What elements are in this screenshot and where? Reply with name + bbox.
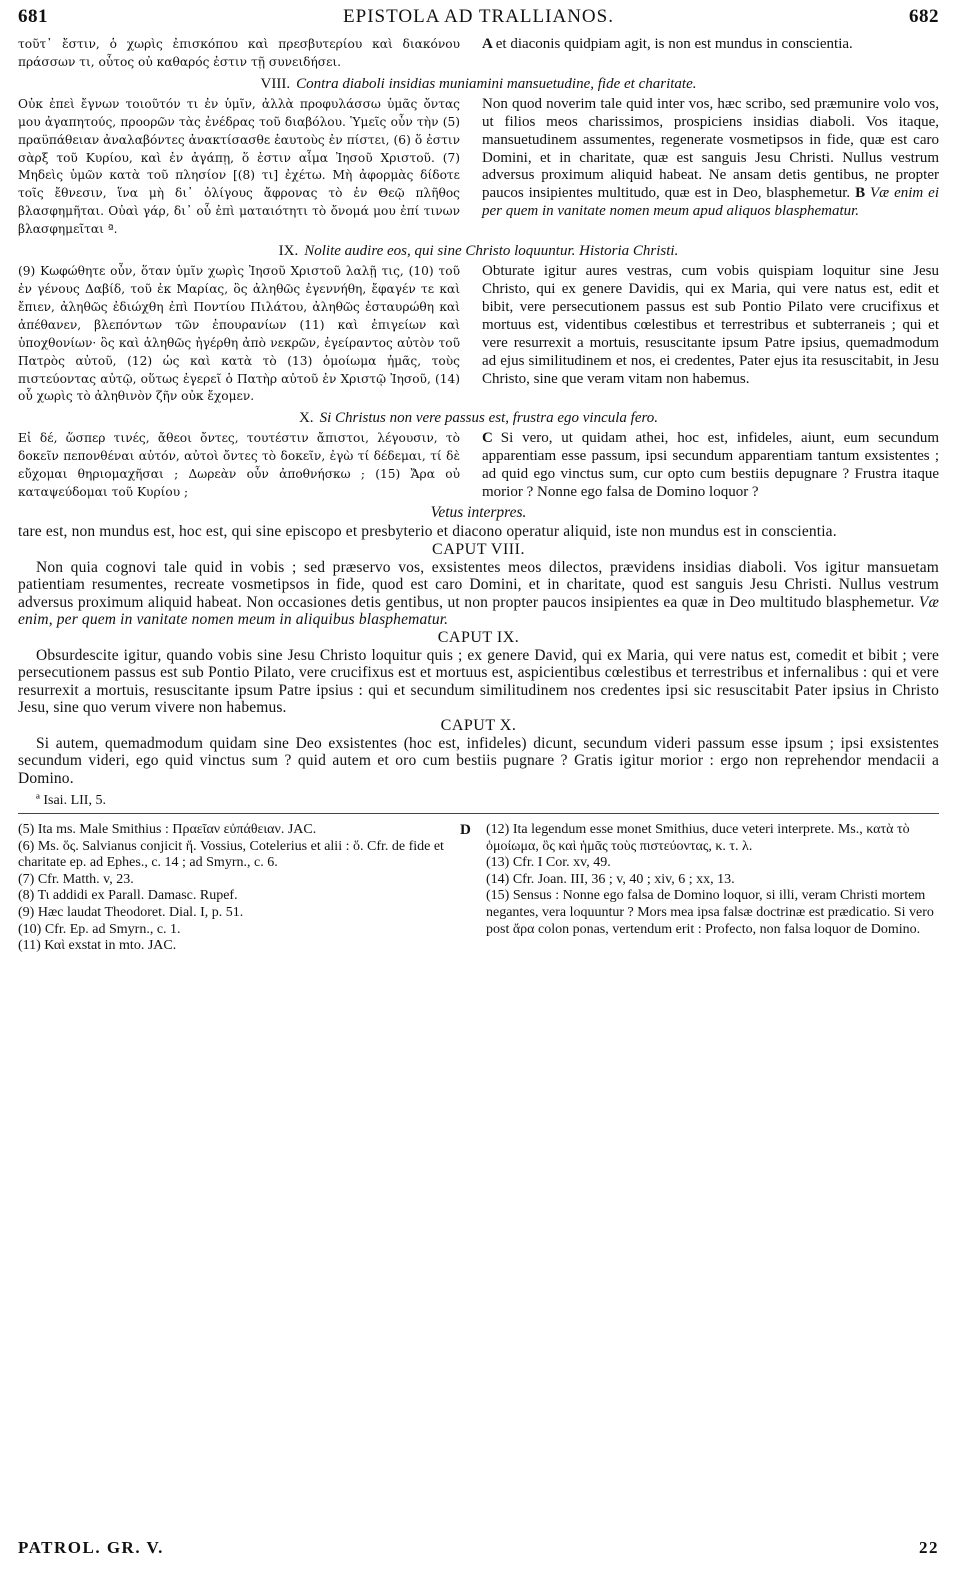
caput-viii-title: CAPUT VIII. bbox=[432, 541, 525, 559]
footnote-a: ª Isai. LII, 5. bbox=[36, 793, 106, 809]
margin-marker: B bbox=[855, 185, 866, 202]
note-item bbox=[18, 822, 470, 839]
caput-ix-text: Obsurdescite igitur, quando vobis sine Jesu Christo loquitur quis ; ex genere David, qui ex Maria, qui vere natus est, comedit et bibit ; vere persecutionem passus est sub Pontio Pilato, vere crucifixus est et mortuus est, aspicientibus cœlestibus et terrestribus et infernalibus : qui et vere resurrexit a mortuis, resuscitante ipsum Patre ipsius : qui et secundum similitudinem nos credentes ipsi sic resuscitabit Pater ipsius in Christo Jesu, sine quo verum vivere non habemus. bbox=[18, 646, 939, 716]
heading-number: IX. bbox=[278, 243, 299, 260]
note-item: (13) Cfr. I Cor. xv, 49. bbox=[486, 855, 611, 871]
notes-right bbox=[480, 822, 939, 955]
note-item: (15) Sensus : Nonne ego falsa de Domino loquor, si illi, veram Christi mortem negantes, vera loquuntur ? Mors mea ipsa falsæ doctrinæ est prædicatio. Si vero post ἄρα colon ponas, vertendum erit : Profecto, non falsa loquor de Domino. bbox=[486, 888, 934, 937]
latin-paragraph: Non quod noverim tale quid inter vos, hæc scribo, sed præmunire volo vos, ut filios meos charissimos, prospiciens insidias diaboli. Vos itaque, mansuetudinem assumentes, regenerate vosmetipsos in fide, quæ est caro Domini, et in charitate, quæ est sanguis Jesu Christi. Nullus vestrum adversus proximum aliquid habeat. Ne ansam detis gentibus, ne propter paucos insipientes multitudo, quæ est in Deo, blasphemetur. bbox=[482, 95, 939, 202]
greek-text: (9) Κωφώθητε οὖν, ὅταν ὑμῖν χωρὶς Ἰησοῦ Χριστοῦ λαλῇ τις, (10) τοῦ ἐν γένους Δαβίδ, τοῦ ἐκ Μαρίας, ὃς ἀληθῶς ἐγεννήθη, ἔφαγέν τε καὶ ἔπιεν, ἀληθῶς ἐδιώχθη ἐπὶ Ποντίου Πιλάτου, ἀληθῶς ἐσταυρώθη καὶ ἀπέθανεν, βλεπόντων τῶν ἐπουρανίων (11) καὶ ἐπιγείων καὶ ὑποχθονίων· ὃς καὶ ἀληθῶς ἠγέρθη ἀπὸ νεκρῶν, ἐγείραντος αὐτὸν τοῦ Πατρὸς αὐτοῦ, (12) ὡς καὶ κατὰ τὸ (13) ὁμοίωμα ἡμᾶς, τοὺς πιστεύοντας αὐτῷ, οὕτως ἐγερεῖ ὁ Πατὴρ αὐτοῦ ἐν Χριστῷ Ἰησοῦ, (14) οὗ χωρὶς τὸ ἀληθινὸν ζῆν οὐκ ἔχομεν. bbox=[18, 264, 460, 404]
latin-text bbox=[478, 36, 939, 72]
divider bbox=[18, 813, 939, 814]
note-item: (11) Καὶ exstat in mto. JAC. bbox=[18, 938, 177, 954]
heading-text: Si Christus non vere passus est, frustra ego vincula fero. bbox=[319, 410, 659, 427]
note-text: (5) Ita ms. Male Smithius : Πραεῖαν εὐπάθειαν. JAC. bbox=[18, 822, 317, 838]
footer-signature: PATROL. GR. V. bbox=[18, 1538, 164, 1557]
note-item: (7) Cfr. Matth. v, 23. bbox=[18, 871, 134, 887]
section-heading-x bbox=[18, 409, 939, 428]
latin-text bbox=[478, 430, 939, 502]
page-footer bbox=[18, 1538, 939, 1558]
caput-x-title: CAPUT X. bbox=[440, 717, 517, 735]
page-title: EPISTOLA AD TRALLIANOS. bbox=[343, 6, 614, 27]
vetus-interpres bbox=[18, 523, 939, 787]
note-item: (6) Ms. ὅς. Salvianus conjicit ἥ. Vossius, Cotelerius et alii : ὅ. Cfr. de fide et charitate ep. ad Ephes., c. 14 ; ad Smyrn., c. 6. bbox=[18, 838, 444, 871]
section-intro bbox=[18, 36, 939, 72]
latin-text: Obturate igitur aures vestras, cum vobis quispiam loquitur sine Jesu Christo, qui ex genere Davidis, qui ex Maria, qui vere natus est, edit et bibit, vere persecutionem passus est sub Pontio Pilato vere crucifixus et mortuus est, videntibus cœlestibus et terrestribus et subterraneis ; qui et vere resurrexit a mortuis, resuscitante ipsum Patre ipsius, quemadmodum ad ejus similitudinem et nos, ei credentes, Pater ejus ita resuscitabit, in Jesu Christo, sine que veram vitam non habemus. bbox=[482, 263, 939, 387]
latin-paragraph: et diaconis quidpiam agit, is non est mundus in conscientia. bbox=[495, 36, 853, 52]
margin-marker: A bbox=[482, 36, 493, 52]
caput-ix-title: CAPUT IX. bbox=[437, 629, 520, 647]
footer-number: 22 bbox=[919, 1538, 939, 1557]
caput-x-text: Si autem, quemadmodum quidam sine Deo exsistentes (hoc est, infideles) dicunt, secundum videri passum esse ipsum ; ipsi exsistentes secundum videri, ego quid vinctus sum ? quid autem et oro cum bestiis pugnare ? Gratis igitur morior : ergo non reprehendor mendacii a Domino. bbox=[18, 734, 939, 787]
heading-text: Contra diaboli insidias muniamini mansuetudine, fide et charitate. bbox=[296, 75, 697, 92]
note-item: (10) Cfr. Ep. ad Smyrn., c. 1. bbox=[18, 921, 181, 937]
running-head bbox=[18, 6, 939, 36]
page-number-left: 681 bbox=[18, 6, 48, 27]
note-item: (9) Hæc laudat Theodoret. Dial. I, p. 51. bbox=[18, 905, 244, 920]
section-heading-viii bbox=[18, 75, 939, 94]
greek-text: τοῦτ᾽ ἔστιν, ὁ χωρὶς ἐπισκόπου καὶ πρεσβυτερίου καὶ διακόνου πράσσων τι, οὗτος οὐ καθαρός ἐστιν τῇ συνειδήσει. bbox=[18, 37, 460, 69]
section-ix bbox=[18, 263, 939, 406]
vetus-interpres-label: Vetus interpres. bbox=[430, 503, 527, 521]
caput-viii-italic: Væ enim, per quem in vanitate nomen meum in aliquibus blasphematur. bbox=[18, 593, 940, 628]
latin-text bbox=[478, 96, 939, 239]
notes-left bbox=[18, 822, 480, 955]
greek-text: Εἰ δέ, ὥσπερ τινές, ἄθεοι ὄντες, τουτέστιν ἄπιστοι, λέγουσιν, τὸ δοκεῖν πεπονθέναι αὐτόν, αὐτοὶ ὄντες τὸ δοκεῖν, ἐγὼ τί δέδεμαι, τί δὲ εὔχομαι θηριομαχῆσαι ; Δωρεὰν οὖν ἀποθνήσκω ; (15) Ἄρα οὐ καταψεύδομαι τοῦ Κυρίου ; bbox=[18, 431, 460, 500]
page bbox=[18, 6, 939, 955]
margin-marker: D bbox=[460, 822, 471, 839]
section-heading-ix bbox=[18, 242, 939, 261]
latin-paragraph: Si vero, ut quidam athei, hoc est, infideles, aiunt, eum secundum apparentiam esse passum, ipsi secundum apparentiam tantum exsistentes ; ad quid ego vinctus sum, cur opto cum bestiis depugnare ? Frustra itaque morior ? Nonne ego falsa de Domino loquor ? bbox=[482, 430, 939, 501]
page-number-right: 682 bbox=[909, 6, 939, 27]
heading-number: X. bbox=[298, 410, 314, 427]
latin-italic: Væ enim ei per quem in vanitate nomen meum apud aliquos blasphematur. bbox=[482, 185, 939, 220]
section-x bbox=[18, 430, 939, 502]
note-item: (14) Cfr. Joan. III, 36 ; v, 40 ; xiv, 6 ; xx, 13. bbox=[486, 871, 735, 887]
vetus-intro: tare est, non mundus est, hoc est, qui sine episcopo et presbyterio et diacono operatur aliquid, iste non mundus est in conscientia. bbox=[18, 522, 837, 540]
notes bbox=[18, 822, 939, 955]
caput-viii-text bbox=[18, 559, 939, 629]
note-item: (12) Ita legendum esse monet Smithius, duce veteri interprete. Ms., κατὰ τὸ ὁμοίωμα, ὃς καὶ ἡμᾶς τοὺς πιστεύοντας, κ. τ. λ. bbox=[486, 822, 910, 854]
note-item: (8) Τι addidi ex Parall. Damasc. Rupef. bbox=[18, 888, 238, 904]
section-viii bbox=[18, 96, 939, 239]
heading-text: Nolite audire eos, qui sine Christo loquuntur. Historia Christi. bbox=[304, 243, 679, 260]
greek-text: Οὐκ ἐπεὶ ἔγνων τοιοῦτόν τι ἐν ὑμῖν, ἀλλὰ προφυλάσσω ὑμᾶς ὄντας μου ἀγαπητούς, προορῶν τὰς ἐνέδρας τοῦ διαβόλου. Ὑμεῖς οὖν τὴν (5) πραϋπάθειαν ἀναλαβόντες ἀνακτίσασθε ἑαυτοὺς ἐν πίστει, (6) ὅ ἐστιν σὰρξ τοῦ Κυρίου, καὶ ἐν ἀγάπῃ, ὅ ἐστιν αἷμα Ἰησοῦ Χριστοῦ. (7) Μηδεὶς ὑμῶν κατὰ τοῦ πλησίον [(8) τι] ἐχέτω. Μὴ ἀφορμὰς δίδοτε τοῖς ἔθνεσιν, ἵνα μὴ δι᾽ ὀλίγους ἄφρονας τὸ ἐν Θεῷ πλῆθος βλασφημῆται. Οὐαὶ γάρ, δι᾽ οὗ ἐπὶ ματαιότητι τὸ ὄνομά μου ἐπί τινων βλασφημεῖται ª. bbox=[18, 96, 460, 237]
margin-marker: C bbox=[482, 430, 493, 447]
caput-viii-body: Non quia cognovi tale quid in vobis ; sed præservo vos, exsistentes meos dilectos, prævidens insidias diaboli. Vos igitur mansuetam patientiam resumentes, recreate vosmetipsos in fide, quod est caro Domini, et in charitate, quod est sanguis Jesu Christi. Nullus vestrum adversus proximum aliquid habeat. Non occasiones detis gentibus, ut non propter paucos insipientes ea quæ in Deo multitudo blasphemetur. bbox=[18, 558, 939, 611]
heading-number: VIII. bbox=[260, 75, 291, 92]
